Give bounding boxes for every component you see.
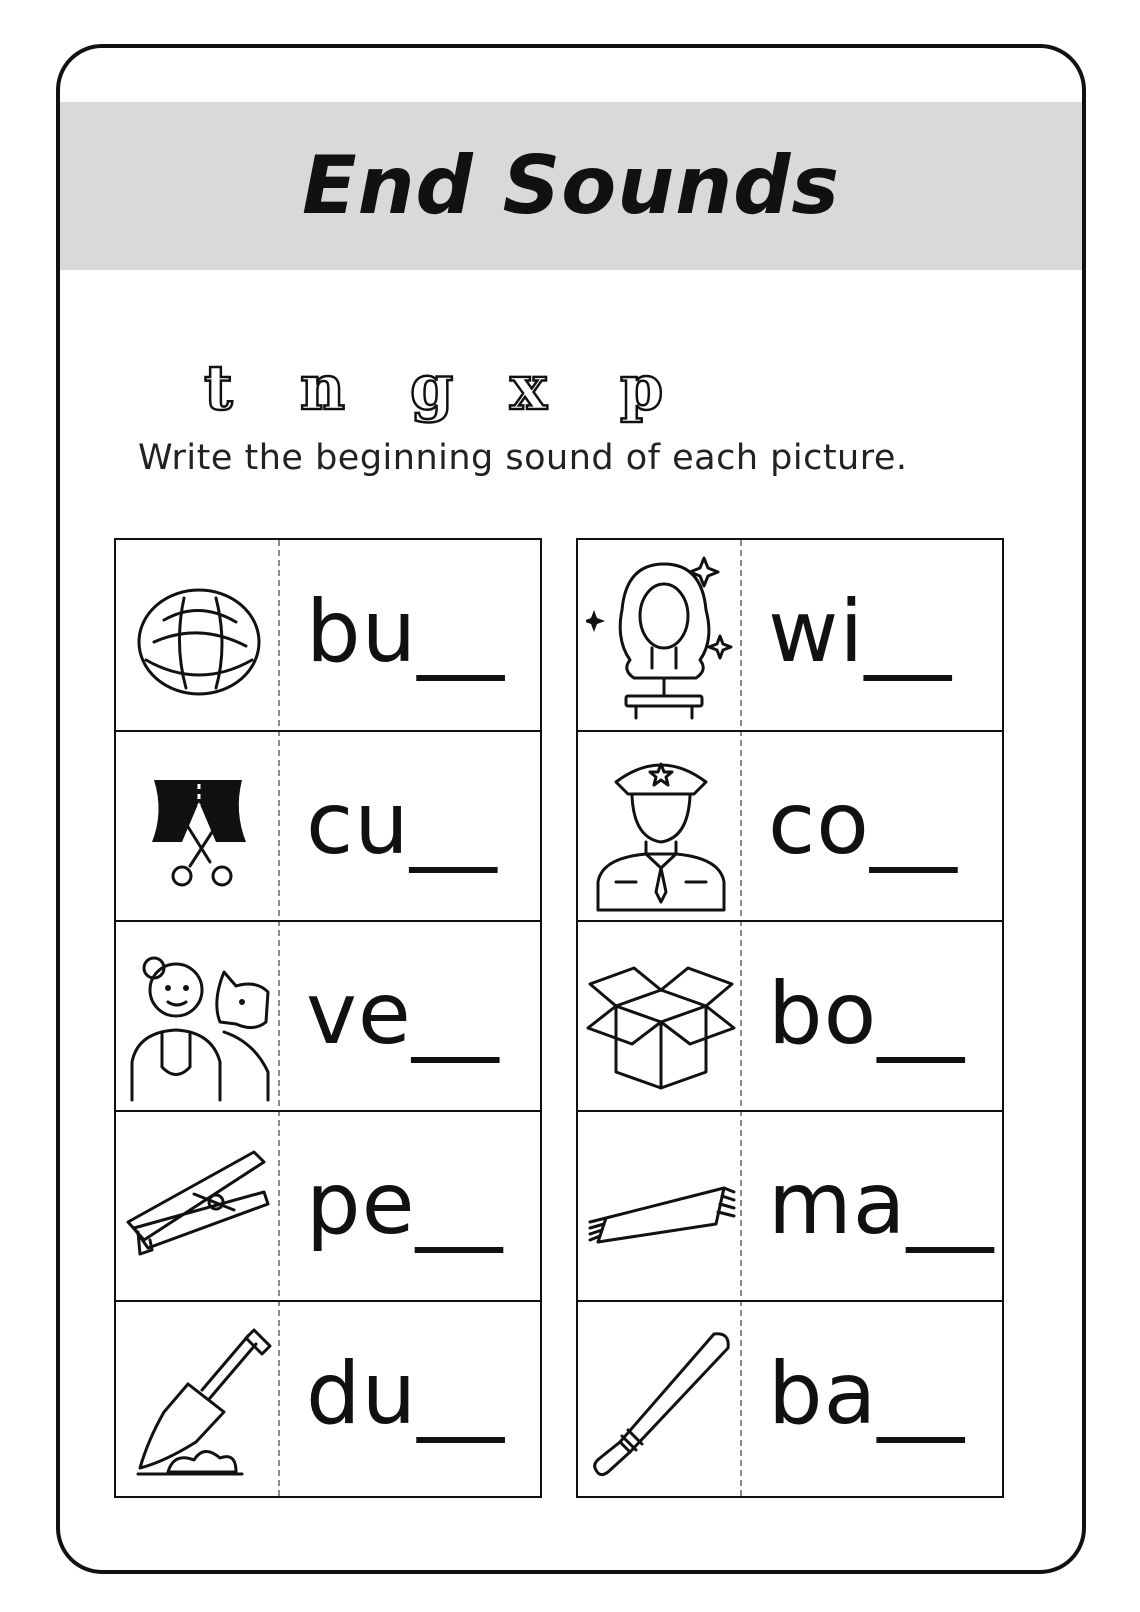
letter-bank-item: n	[300, 351, 346, 424]
instruction-text: Write the beginning sound of each picture.	[138, 438, 908, 478]
word-prompt: ma__	[768, 1154, 995, 1254]
word-card	[578, 1300, 1002, 1492]
word-card	[116, 730, 540, 922]
letter-bank-item: p	[620, 351, 664, 424]
vet-with-dog-icon	[124, 932, 274, 1102]
word-card	[578, 730, 1002, 922]
word-card	[116, 1110, 540, 1302]
open-box-icon	[586, 932, 736, 1102]
bun-icon	[124, 550, 274, 720]
word-prompt: du__	[306, 1344, 506, 1444]
word-card	[578, 540, 1002, 732]
word-prompt: bo__	[768, 964, 966, 1064]
letter-bank-item: x	[510, 351, 547, 424]
word-prompt: pe__	[306, 1154, 504, 1254]
word-card	[578, 920, 1002, 1112]
word-prompt: wi__	[768, 582, 953, 682]
letter-bank	[60, 348, 1082, 428]
word-card	[116, 540, 540, 732]
page-title: End Sounds	[301, 139, 841, 232]
word-prompt: ve__	[306, 964, 500, 1064]
cut-cloth-scissors-icon	[124, 742, 274, 912]
word-card	[578, 1110, 1002, 1302]
worksheet-frame	[56, 44, 1086, 1574]
right-word-grid	[576, 538, 1004, 1498]
word-prompt: cu__	[306, 774, 498, 874]
word-prompt: bu__	[306, 582, 506, 682]
wig-on-stand-icon	[586, 550, 736, 720]
word-card	[116, 920, 540, 1112]
clothes-peg-icon	[124, 1122, 274, 1292]
letter-bank-item: g	[410, 351, 454, 424]
left-word-grid	[114, 538, 542, 1498]
word-prompt: co__	[768, 774, 958, 874]
floor-mat-icon	[586, 1122, 736, 1292]
baseball-bat-icon	[586, 1312, 736, 1482]
word-prompt: ba__	[768, 1344, 966, 1444]
shovel-dirt-icon	[124, 1312, 274, 1482]
word-card	[116, 1300, 540, 1492]
letter-bank-item: t	[204, 351, 233, 424]
police-officer-icon	[586, 742, 736, 912]
